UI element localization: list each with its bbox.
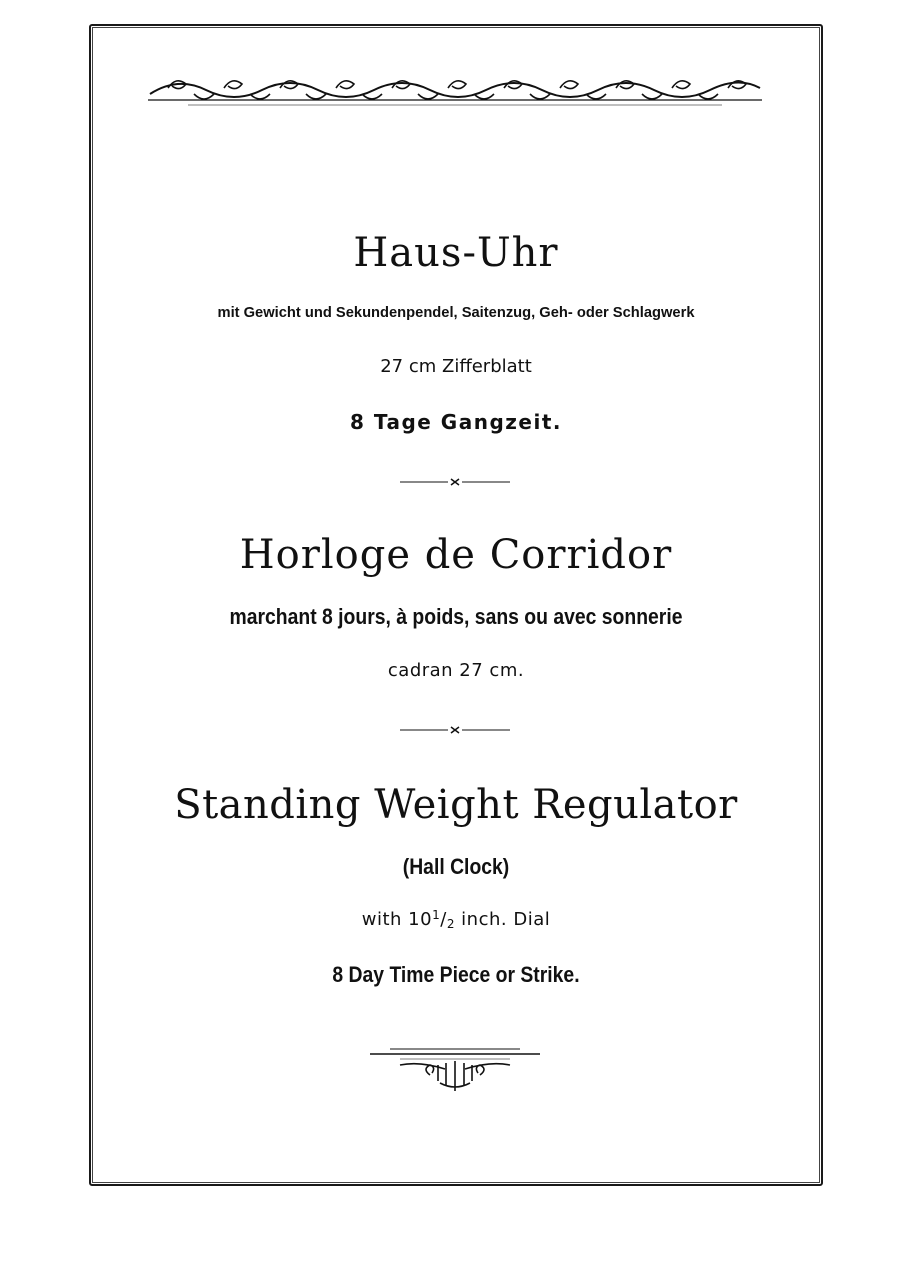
english-subtitle: (Hall Clock) [402,854,510,879]
english-dial-frac-num: 1 [432,908,441,922]
german-running: 8 Tage Gangzeit. [350,410,562,434]
english-dial [100,908,812,931]
english-dial-frac-sep: / [440,909,447,930]
english-dial-frac-den: 2 [446,917,455,931]
german-subtitle: mit Gewicht und Sekundenpendel, Saitenzug, Geh- oder Schlagwerk [217,304,695,321]
french-subtitle: marchant 8 jours, à poids, sans ou avec sonnerie [229,604,683,629]
separator-icon [400,474,510,490]
english-running: 8 Day Time Piece or Strike. [332,962,580,987]
separator-icon [400,722,510,738]
german-dial: 27 cm Zifferblatt [380,356,532,377]
german-title: Haus-Uhr [353,230,559,276]
french-title: Horloge de Corridor [239,532,673,578]
english-dial-prefix: with 10 [361,909,433,930]
footer-ornament-icon [360,1045,550,1095]
header-ornament-icon [148,66,762,110]
english-title: Standing Weight Regulator [174,782,738,828]
english-dial-suffix: inch. Dial [454,909,551,930]
french-dial: cadran 27 cm. [387,660,525,681]
